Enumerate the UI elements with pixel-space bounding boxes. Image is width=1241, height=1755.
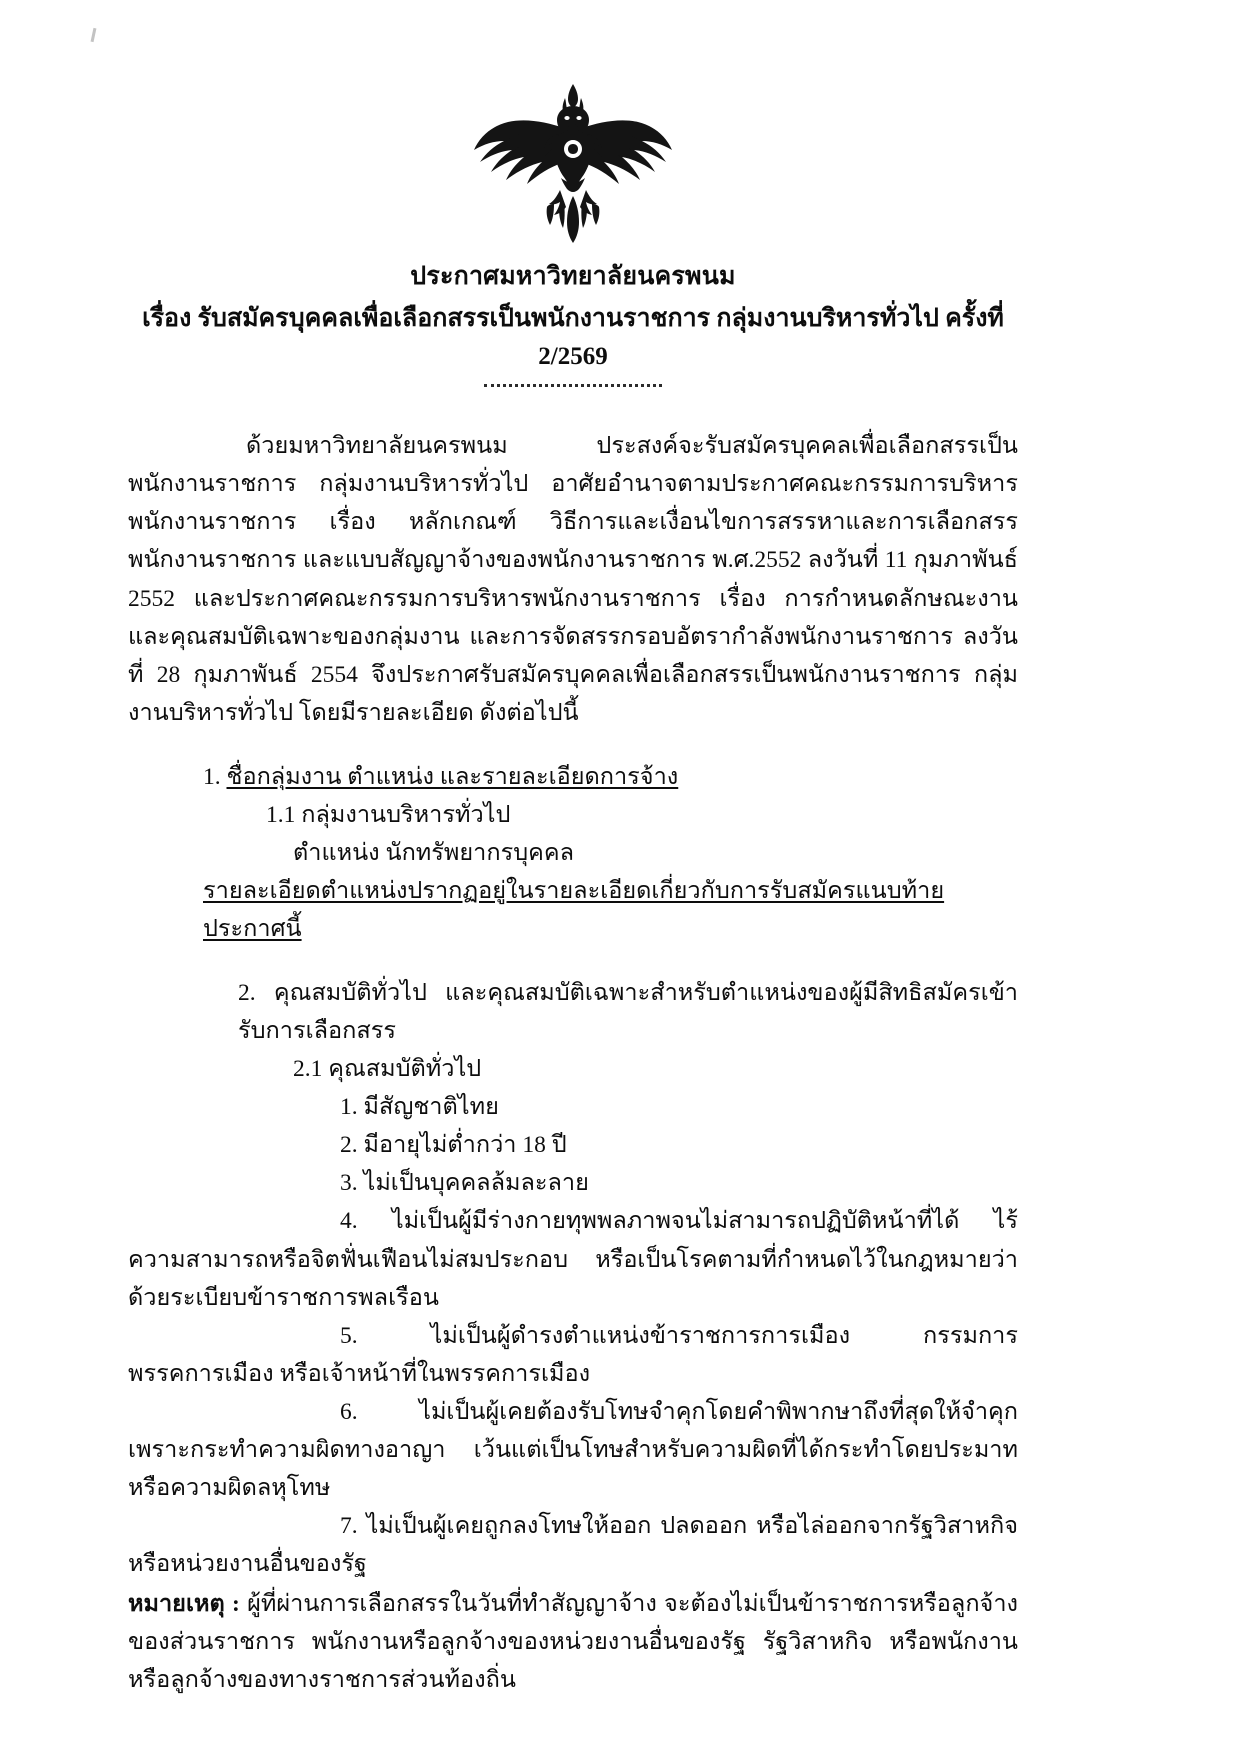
intro-paragraph: ด้วยมหาวิทยาลัยนครพนม ประสงค์จะรับสมัครบุคคลเพื่อเลือกสรรเป็นพนักงานราชการ กลุ่มงานบริหารทั่วไป อาศัยอำนาจตามประกาศคณะกรรมการบริหารพนักงานราชการ เรื่อง หลักเกณฑ์ วิธีการและเงื่อนไขการสรรหาและการเลือกสรรพนักงานราชการ และแบบสัญญาจ้างของพนักงานราชการ พ.ศ.2552 ลงวันที่ 11 กุมภาพันธ์ 2552 และประกาศคณะกรรมการบริหารพนักงานราชการ เรื่อง การกำหนดลักษณะงานและคุณสมบัติเฉพาะของกลุ่มงาน และการจัดสรรกรอบอัตรากำลังพนักงานราชการ ลงวันที่ 28 กุมภาพันธ์ 2554 จึงประกาศรับสมัครบุคคลเพื่อเลือกสรรเป็นพนักงานราชการ กลุ่มงานบริหารทั่วไป โดยมีรายละเอียด ดังต่อไปนี้ <box>128 433 1018 726</box>
note-paragraph <box>128 1585 1018 1699</box>
qualification-item: 3. ไม่เป็นบุคคลล้มละลาย <box>340 1170 589 1197</box>
qualification-item: 7. ไม่เป็นผู้เคยถูกลงโทษให้ออก ปลดออก หรือไล่ออกจากรัฐวิสาหกิจ หรือหน่วยงานอื่นของรัฐ <box>128 1512 1018 1577</box>
thai-garuda-emblem <box>468 78 678 246</box>
page-subtitle: เรื่อง รับสมัครบุคคลเพื่อเลือกสรรเป็นพนักงานราชการ กลุ่มงานบริหารทั่วไป ครั้งที่ 2/2569 <box>142 305 1004 370</box>
qualification-item: 2. มีอายุไม่ต่ำกว่า 18 ปี <box>340 1132 567 1159</box>
section-2-item-2-1: 2.1 คุณสมบัติทั่วไป <box>293 1056 482 1083</box>
qualification-item: 4. ไม่เป็นผู้มีร่างกายทุพพลภาพจนไม่สามารถปฏิบัติหน้าที่ได้ ไร้ความสามารถหรือจิตฟั่นเฟือนไม่สมประกอบ หรือเป็นโรคตามที่กำหนดไว้ในกฎหมายว่าด้วยระเบียบข้าราชการพลเรือน <box>128 1208 1018 1311</box>
qualification-list <box>128 1088 1018 1583</box>
section-1-detail-note <box>128 872 1018 948</box>
section-2 <box>128 974 1018 1583</box>
section-1-title: ชื่อกลุ่มงาน ตำแหน่ง และรายละเอียดการจ้าง <box>226 763 679 790</box>
document-body <box>128 427 1018 1699</box>
section-1 <box>128 758 1018 948</box>
section-1-detail-note-text: รายละเอียดตำแหน่งปรากฏอยู่ในรายละเอียดเกี่ยวกับการรับสมัครแนบท้ายประกาศนี้ <box>203 877 945 942</box>
qualification-item: 6. ไม่เป็นผู้เคยต้องรับโทษจำคุกโดยคำพิพากษาถึงที่สุดให้จำคุกเพราะกระทำความผิดทางอาญา เว้นแต่เป็นโทษสำหรับความผิดที่ได้กระทำโดยประมาทหรือความผิดลหุโทษ <box>128 1398 1018 1501</box>
scan-artifact <box>91 28 97 42</box>
note-text: ผู้ที่ผ่านการเลือกสรรในวันที่ทำสัญญาจ้าง จะต้องไม่เป็นข้าราชการหรือลูกจ้างของส่วนราชการ พนักงานหรือลูกจ้างของหน่วยงานอื่นของรัฐ รัฐวิสาหกิจ หรือพนักงานหรือลูกจ้างของทางราชการส่วนท้องถิ่น <box>128 1591 1018 1694</box>
qualification-item: 5. ไม่เป็นผู้ดำรงตำแหน่งข้าราชการการเมือง กรรมการพรรคการเมือง หรือเจ้าหน้าที่ในพรรคการเมือง <box>128 1322 1018 1387</box>
document-heading <box>128 259 1018 387</box>
note-section <box>128 1585 1018 1699</box>
page-title: ประกาศมหาวิทยาลัยนครพนม <box>410 263 736 290</box>
section-1-position: ตำแหน่ง นักทรัพยากรบุคคล <box>293 839 574 866</box>
document-content <box>128 60 1018 1699</box>
emblem-container <box>128 78 1018 253</box>
heading-divider <box>484 384 662 387</box>
section-1-item-1-1: 1.1 กลุ่มงานบริหารทั่วไป <box>266 801 511 828</box>
section-1-number: 1. <box>203 763 221 790</box>
section-2-heading: 2. คุณสมบัติทั่วไป และคุณสมบัติเฉพาะสำหรับตำแหน่งของผู้มีสิทธิสมัครเข้ารับการเลือกสรร <box>238 980 1018 1045</box>
qualification-item: 1. มีสัญชาติไทย <box>340 1094 499 1121</box>
note-label: หมายเหตุ : <box>128 1591 240 1618</box>
section-1-heading <box>128 758 1018 796</box>
